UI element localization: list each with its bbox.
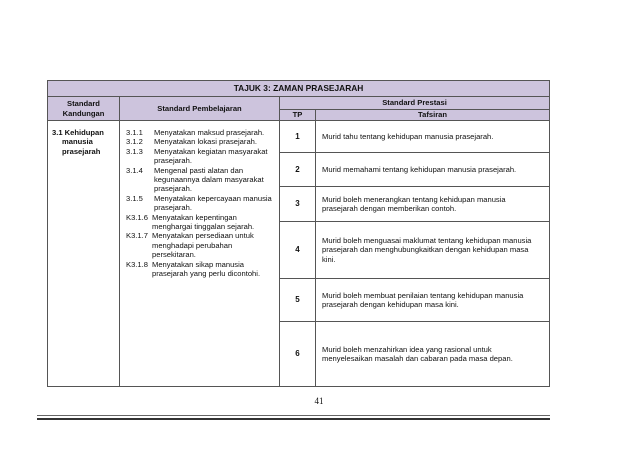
tafsiran-text: Murid boleh menguasai maklumat tentang kehidupan manusia prasejarah dan menghubungkaitkan dengan kehidupan masa kini. bbox=[316, 222, 550, 279]
pembelajaran-item: 3.1.3 Menyatakan kegiatan masyarakat prasejarah. bbox=[126, 146, 268, 166]
tafsiran-text: Murid memahami tentang kehidupan manusia prasejarah. bbox=[316, 153, 550, 187]
tp-level: 3 bbox=[280, 187, 316, 222]
tafsiran-text: Murid tahu tentang kehidupan manusia prasejarah. bbox=[316, 121, 550, 153]
pembelajaran-item: K3.1.8 Menyatakan sikap manusia prasejarah yang perlu dicontohi. bbox=[126, 259, 261, 279]
syllabus-table bbox=[47, 80, 550, 387]
tp-level: 4 bbox=[280, 222, 316, 279]
standard-pembelajaran-cell bbox=[120, 121, 280, 387]
page-number: 41 bbox=[314, 396, 324, 406]
tp-level: 6 bbox=[280, 322, 316, 387]
footer-rule bbox=[37, 415, 550, 416]
header-tp: TP bbox=[280, 110, 316, 121]
footer-rule-thick bbox=[37, 418, 550, 420]
kandungan-line: prasejarah bbox=[62, 146, 101, 156]
standard-kandungan-cell bbox=[48, 121, 120, 387]
pembelajaran-item: 3.1.1 Menyatakan maksud prasejarah. bbox=[126, 128, 265, 137]
pembelajaran-item: 3.1.5 Menyatakan kepercayaan manusia prasejarah. bbox=[126, 193, 272, 213]
header-tafsiran: Tafsiran bbox=[316, 110, 550, 121]
tp-level: 1 bbox=[280, 121, 316, 153]
header-standard-kandungan: Standard Kandungan bbox=[48, 97, 120, 121]
table-title: TAJUK 3: ZAMAN PRASEJARAH bbox=[48, 81, 550, 97]
pembelajaran-item: 3.1.2 Menyatakan lokasi prasejarah. bbox=[126, 137, 257, 147]
kandungan-line: manusia bbox=[62, 137, 93, 147]
header-standard-pembelajaran: Standard Pembelajaran bbox=[120, 97, 280, 121]
tafsiran-text: Murid boleh menerangkan tentang kehidupan manusia prasejarah dengan memberikan contoh. bbox=[316, 187, 550, 222]
pembelajaran-item: K3.1.6 Menyatakan kepentingan menghargai tinggalan sejarah. bbox=[126, 212, 255, 232]
tp-level: 2 bbox=[280, 153, 316, 187]
tp-level: 5 bbox=[280, 279, 316, 322]
tafsiran-text: Murid boleh menzahirkan idea yang rasional untuk menyelesaikan masalah dan cabaran pada masa depan. bbox=[316, 322, 550, 387]
pembelajaran-item: K3.1.7 Menyatakan persediaan untuk menghadapi perubahan persekitaran. bbox=[126, 231, 254, 260]
header-standard-prestasi: Standard Prestasi bbox=[280, 97, 550, 110]
pembelajaran-item: 3.1.4 Mengenal pasti alatan dan kegunaannya dalam masyarakat prasejarah. bbox=[126, 165, 264, 194]
kandungan-line: 3.1 Kehidupan bbox=[52, 128, 104, 137]
tafsiran-text: Murid boleh membuat penilaian tentang kehidupan manusia prasejarah dengan kehidupan masa kini. bbox=[316, 279, 550, 322]
